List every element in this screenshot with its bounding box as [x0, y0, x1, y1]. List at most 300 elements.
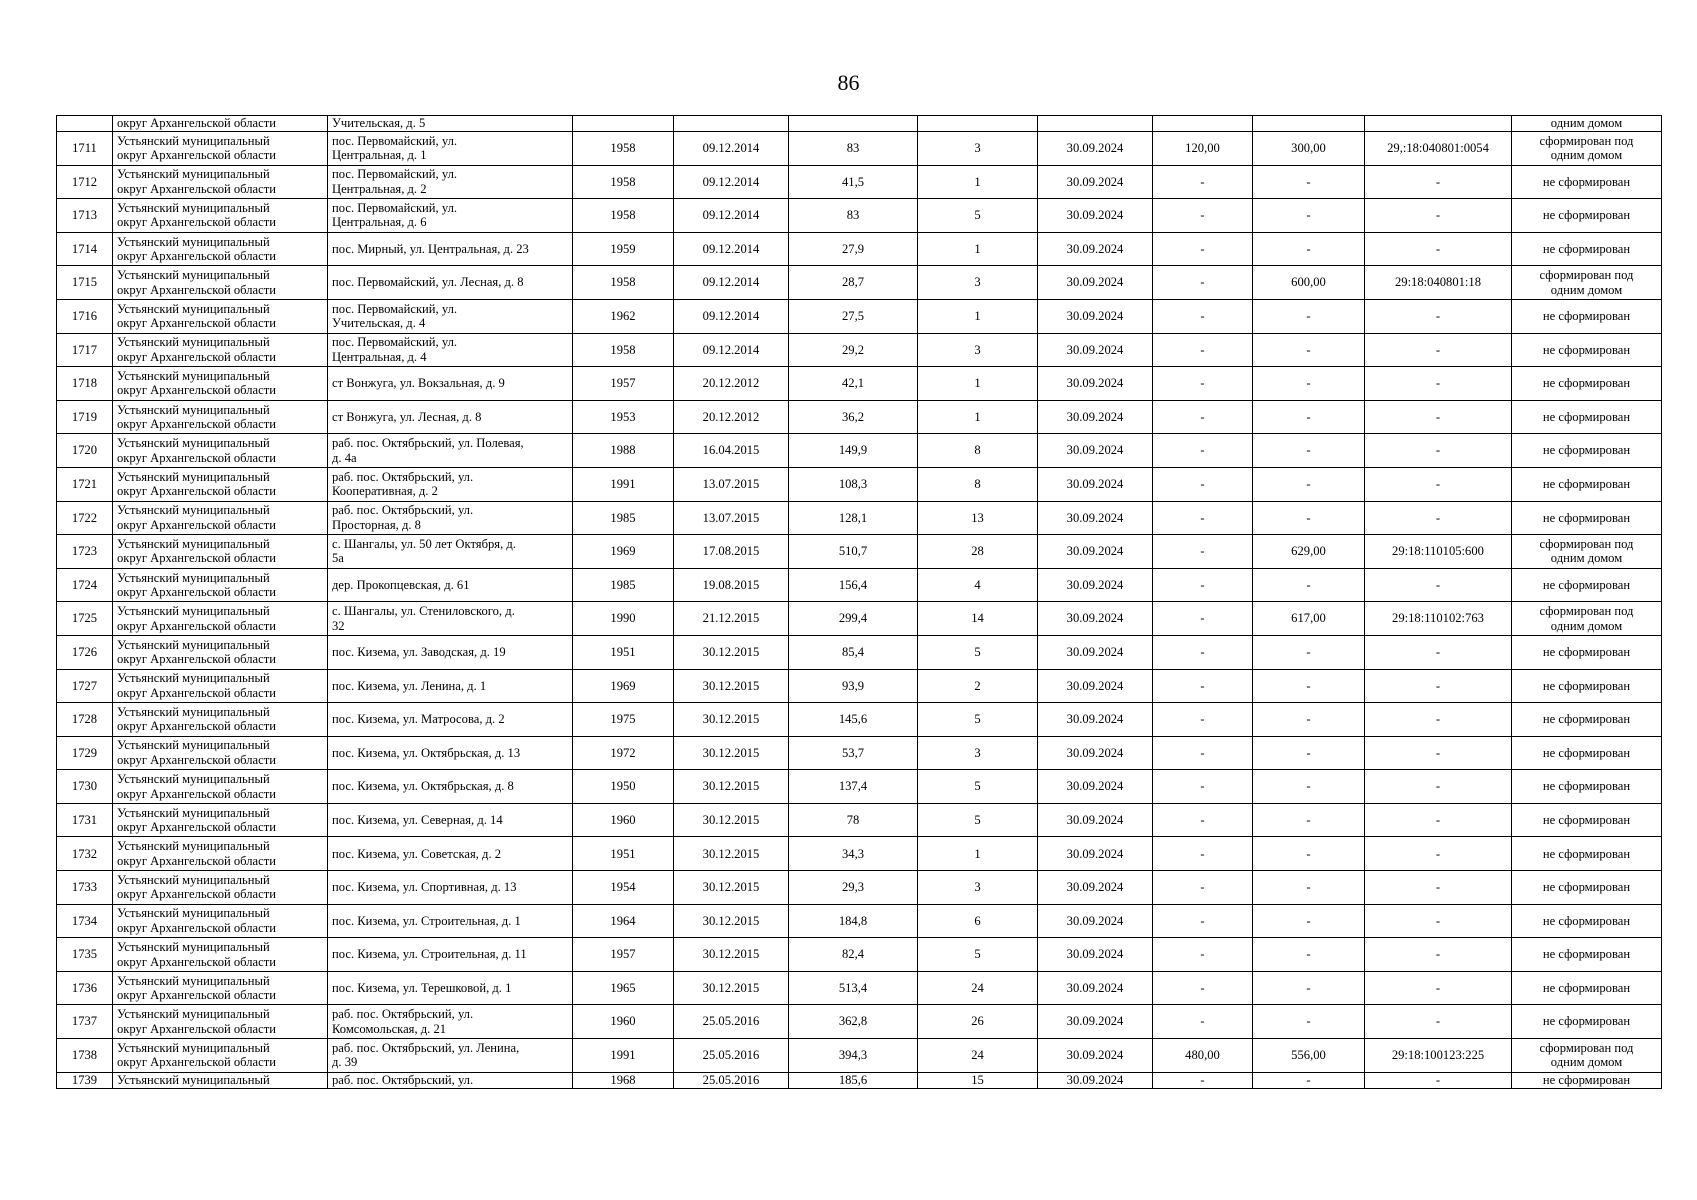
cell-num: 1717	[57, 333, 113, 367]
cell-deadline: 30.09.2024	[1038, 669, 1153, 703]
cell-address-line: Центральная, д. 6	[332, 215, 427, 230]
cell-area-b: -	[1253, 199, 1365, 233]
cell-area-a: -	[1153, 266, 1253, 300]
cell-municipality-line: Устьянский муниципальный	[117, 436, 270, 451]
cell-area: 184,8	[789, 904, 918, 938]
cell-municipality-line: округ Архангельской области	[117, 719, 276, 734]
cell-num: 1729	[57, 736, 113, 770]
cell-residents: 24	[918, 1039, 1038, 1073]
table-row	[57, 535, 1662, 569]
cell-area	[789, 116, 918, 132]
cell-address-line: пос. Кизема, ул. Строительная, д. 1	[332, 913, 521, 928]
cell-address	[328, 266, 573, 300]
cell-area-a: -	[1153, 938, 1253, 972]
cell-date: 09.12.2014	[674, 232, 789, 266]
cell-address	[328, 703, 573, 737]
cell-area-a: -	[1153, 736, 1253, 770]
cell-area-b: -	[1253, 1072, 1365, 1088]
cell-land-status-line: не сформирован	[1542, 476, 1631, 491]
cell-land-status	[1512, 232, 1662, 266]
cell-address: Учительская, д. 5	[328, 116, 573, 132]
cell-num: 1715	[57, 266, 113, 300]
cell-area: 27,5	[789, 299, 918, 333]
cell-address	[328, 400, 573, 434]
cell-municipality-line: округ Архангельской области	[117, 920, 276, 935]
cell-municipality-line: округ Архангельской области	[117, 282, 276, 297]
cell-area-a: -	[1153, 904, 1253, 938]
cell-date: 30.12.2015	[674, 703, 789, 737]
cell-area-a: -	[1153, 165, 1253, 199]
cell-area-b: -	[1253, 871, 1365, 905]
table-row	[57, 199, 1662, 233]
cell-area-b: -	[1253, 837, 1365, 871]
cell-cadastral: -	[1365, 635, 1512, 669]
cell-year: 1991	[573, 1039, 674, 1073]
cell-area-b: -	[1253, 971, 1365, 1005]
table-row	[57, 837, 1662, 871]
cell-area: 510,7	[789, 535, 918, 569]
cell-cadastral: -	[1365, 199, 1512, 233]
cell-land-status-line: не сформирован	[1542, 980, 1631, 995]
cell-area-a: -	[1153, 333, 1253, 367]
cell-land-status	[1512, 703, 1662, 737]
cell-residents: 5	[918, 938, 1038, 972]
cell-municipality-line: округ Архангельской области	[117, 316, 276, 331]
cell-cadastral: -	[1365, 232, 1512, 266]
cell-municipality-line: Устьянский муниципальный	[117, 738, 270, 753]
cell-residents: 5	[918, 199, 1038, 233]
cell-date: 30.12.2015	[674, 837, 789, 871]
cell-date	[674, 116, 789, 132]
cell-municipality	[113, 400, 328, 434]
cell-municipality: Устьянский муниципальный	[113, 1072, 328, 1088]
cell-area: 137,4	[789, 770, 918, 804]
cell-land-status-line: сформирован под	[1539, 268, 1634, 283]
cell-year: 1988	[573, 434, 674, 468]
cell-year: 1962	[573, 299, 674, 333]
cell-num	[57, 116, 113, 132]
cell-deadline: 30.09.2024	[1038, 501, 1153, 535]
cell-cadastral: 29:18:100123:225	[1365, 1039, 1512, 1073]
cell-date: 20.12.2012	[674, 400, 789, 434]
cell-area-b: -	[1253, 299, 1365, 333]
cell-land-status-line: не сформирован	[1542, 1014, 1631, 1029]
housing-registry-table	[56, 115, 1662, 1089]
cell-cadastral: -	[1365, 1072, 1512, 1088]
cell-cadastral: -	[1365, 837, 1512, 871]
cell-area-b: -	[1253, 434, 1365, 468]
cell-land-status	[1512, 535, 1662, 569]
cell-residents: 3	[918, 333, 1038, 367]
cell-date: 30.12.2015	[674, 904, 789, 938]
cell-land-status	[1512, 635, 1662, 669]
cell-land-status	[1512, 434, 1662, 468]
cell-year: 1957	[573, 367, 674, 401]
cell-address	[328, 736, 573, 770]
cell-deadline: 30.09.2024	[1038, 1039, 1153, 1073]
table-row	[57, 904, 1662, 938]
cell-area-a: -	[1153, 1005, 1253, 1039]
cell-area: 108,3	[789, 467, 918, 501]
cell-area: 34,3	[789, 837, 918, 871]
cell-year: 1958	[573, 199, 674, 233]
cell-residents: 28	[918, 535, 1038, 569]
cell-residents: 6	[918, 904, 1038, 938]
cell-residents: 3	[918, 266, 1038, 300]
cell-year	[573, 116, 674, 132]
cell-area-b: 600,00	[1253, 266, 1365, 300]
cell-address	[328, 299, 573, 333]
cell-address	[328, 904, 573, 938]
cell-deadline: 30.09.2024	[1038, 971, 1153, 1005]
cell-cadastral: -	[1365, 669, 1512, 703]
cell-num: 1731	[57, 803, 113, 837]
cell-land-status-line: не сформирован	[1542, 947, 1631, 962]
cell-land-status-line: одним домом	[1550, 618, 1623, 633]
cell-deadline: 30.09.2024	[1038, 837, 1153, 871]
cell-land-status-line: не сформирован	[1542, 577, 1631, 592]
cell-num: 1721	[57, 467, 113, 501]
cell-year: 1951	[573, 837, 674, 871]
cell-deadline: 30.09.2024	[1038, 132, 1153, 166]
cell-municipality-line: Устьянский муниципальный	[117, 570, 270, 585]
cell-area: 299,4	[789, 602, 918, 636]
cell-area-b: -	[1253, 232, 1365, 266]
cell-municipality-line: округ Архангельской области	[117, 853, 276, 868]
cell-area-a: -	[1153, 1072, 1253, 1088]
cell-year: 1957	[573, 938, 674, 972]
cell-cadastral: -	[1365, 938, 1512, 972]
cell-address-line: пос. Первомайский, ул.	[332, 301, 458, 316]
cell-year: 1958	[573, 333, 674, 367]
cell-area: 29,2	[789, 333, 918, 367]
cell-municipality-line: Устьянский муниципальный	[117, 503, 270, 518]
cell-area-b: -	[1253, 400, 1365, 434]
table-row	[57, 1039, 1662, 1073]
cell-num: 1720	[57, 434, 113, 468]
cell-date: 09.12.2014	[674, 333, 789, 367]
cell-area-a: -	[1153, 669, 1253, 703]
cell-cadastral: -	[1365, 703, 1512, 737]
cell-year: 1958	[573, 132, 674, 166]
cell-cadastral: -	[1365, 467, 1512, 501]
cell-municipality	[113, 736, 328, 770]
cell-residents: 26	[918, 1005, 1038, 1039]
cell-municipality	[113, 367, 328, 401]
cell-deadline: 30.09.2024	[1038, 703, 1153, 737]
cell-cadastral: -	[1365, 904, 1512, 938]
cell-area: 42,1	[789, 367, 918, 401]
cell-cadastral: -	[1365, 803, 1512, 837]
cell-num: 1738	[57, 1039, 113, 1073]
cell-land-status	[1512, 199, 1662, 233]
cell-deadline: 30.09.2024	[1038, 602, 1153, 636]
cell-municipality	[113, 535, 328, 569]
cell-municipality-line: округ Архангельской области	[117, 383, 276, 398]
cell-municipality-line: округ Архангельской области	[117, 417, 276, 432]
cell-cadastral: 29:18:110102:763	[1365, 602, 1512, 636]
cell-residents: 3	[918, 871, 1038, 905]
cell-land-status-line: сформирован под	[1539, 536, 1634, 551]
cell-date: 09.12.2014	[674, 199, 789, 233]
cell-area-b: -	[1253, 501, 1365, 535]
cell-residents: 8	[918, 434, 1038, 468]
cell-land-status	[1512, 770, 1662, 804]
cell-municipality-line: Устьянский муниципальный	[117, 839, 270, 854]
cell-land-status-line: не сформирован	[1542, 812, 1631, 827]
cell-year: 1950	[573, 770, 674, 804]
cell-cadastral: -	[1365, 770, 1512, 804]
cell-date: 30.12.2015	[674, 871, 789, 905]
table-row	[57, 132, 1662, 166]
cell-cadastral: -	[1365, 568, 1512, 602]
cell-deadline: 30.09.2024	[1038, 803, 1153, 837]
cell-residents: 5	[918, 703, 1038, 737]
cell-land-status	[1512, 971, 1662, 1005]
cell-cadastral: -	[1365, 333, 1512, 367]
cell-area-b	[1253, 116, 1365, 132]
cell-area-b: 617,00	[1253, 602, 1365, 636]
cell-deadline: 30.09.2024	[1038, 467, 1153, 501]
cell-area: 145,6	[789, 703, 918, 737]
cell-address-line: раб. пос. Октябрьский, ул.	[332, 503, 474, 518]
cell-year: 1969	[573, 535, 674, 569]
cell-area-b: -	[1253, 904, 1365, 938]
cell-address-line: пос. Первомайский, ул. Лесная, д. 8	[332, 275, 524, 290]
cell-land-status	[1512, 669, 1662, 703]
cell-address-line: Центральная, д. 1	[332, 148, 427, 163]
cell-address	[328, 837, 573, 871]
cell-municipality-line: Устьянский муниципальный	[117, 637, 270, 652]
cell-address-line: 32	[332, 618, 345, 633]
cell-residents: 1	[918, 837, 1038, 871]
cell-municipality-line: Устьянский муниципальный	[117, 973, 270, 988]
cell-area-b: 556,00	[1253, 1039, 1365, 1073]
cell-date: 09.12.2014	[674, 132, 789, 166]
cell-address	[328, 333, 573, 367]
cell-address-line: пос. Первомайский, ул.	[332, 167, 458, 182]
cell-area: 85,4	[789, 635, 918, 669]
cell-address	[328, 770, 573, 804]
cell-residents: 1	[918, 367, 1038, 401]
cell-cadastral: -	[1365, 165, 1512, 199]
cell-num: 1722	[57, 501, 113, 535]
cell-address-line: пос. Кизема, ул. Спортивная, д. 13	[332, 880, 517, 895]
table-row	[57, 770, 1662, 804]
cell-year: 1960	[573, 1005, 674, 1039]
cell-residents: 13	[918, 501, 1038, 535]
cell-area: 156,4	[789, 568, 918, 602]
cell-year: 1972	[573, 736, 674, 770]
cell-address-line: пос. Кизема, ул. Строительная, д. 11	[332, 947, 527, 962]
cell-municipality	[113, 1005, 328, 1039]
cell-year: 1951	[573, 635, 674, 669]
cell-municipality-line: Устьянский муниципальный	[117, 805, 270, 820]
cell-deadline: 30.09.2024	[1038, 299, 1153, 333]
cell-date: 20.12.2012	[674, 367, 789, 401]
cell-cadastral: -	[1365, 400, 1512, 434]
cell-num: 1734	[57, 904, 113, 938]
cell-area-b: -	[1253, 635, 1365, 669]
cell-municipality-line: Устьянский муниципальный	[117, 469, 270, 484]
cell-municipality-line: округ Архангельской области	[117, 820, 276, 835]
cell-municipality	[113, 132, 328, 166]
cell-land-status-line: не сформирован	[1542, 208, 1631, 223]
cell-date: 30.12.2015	[674, 635, 789, 669]
cell-area-b: 629,00	[1253, 535, 1365, 569]
cell-land-status	[1512, 467, 1662, 501]
cell-num: 1716	[57, 299, 113, 333]
table-row	[57, 501, 1662, 535]
cell-address-line: Комсомольская, д. 21	[332, 1021, 447, 1036]
cell-municipality-line: Устьянский муниципальный	[117, 368, 270, 383]
cell-year: 1965	[573, 971, 674, 1005]
cell-land-status	[1512, 938, 1662, 972]
cell-cadastral: -	[1365, 299, 1512, 333]
cell-date: 13.07.2015	[674, 501, 789, 535]
cell-land-status	[1512, 871, 1662, 905]
cell-date: 25.05.2016	[674, 1039, 789, 1073]
cell-deadline: 30.09.2024	[1038, 871, 1153, 905]
table-row-continued	[57, 116, 1662, 132]
cell-municipality	[113, 501, 328, 535]
table-row	[57, 736, 1662, 770]
cell-deadline: 30.09.2024	[1038, 400, 1153, 434]
cell-year: 1959	[573, 232, 674, 266]
cell-land-status-line: одним домом	[1550, 148, 1623, 163]
cell-num: 1730	[57, 770, 113, 804]
cell-address-line: Центральная, д. 2	[332, 181, 427, 196]
cell-area: 128,1	[789, 501, 918, 535]
cell-cadastral: -	[1365, 434, 1512, 468]
cell-municipality	[113, 635, 328, 669]
cell-municipality-line: округ Архангельской области	[117, 685, 276, 700]
cell-area-a: -	[1153, 635, 1253, 669]
cell-area-a: 120,00	[1153, 132, 1253, 166]
cell-land-status	[1512, 400, 1662, 434]
cell-address-line: раб. пос. Октябрьский, ул.	[332, 469, 474, 484]
cell-num: 1735	[57, 938, 113, 972]
cell-cadastral: 29,:18:040801:0054	[1365, 132, 1512, 166]
cell-date: 25.05.2016	[674, 1072, 789, 1088]
cell-num: 1711	[57, 132, 113, 166]
cell-land-status	[1512, 568, 1662, 602]
cell-land-status-line: не сформирован	[1542, 376, 1631, 391]
cell-residents: 5	[918, 770, 1038, 804]
cell-municipality	[113, 299, 328, 333]
cell-num: 1739	[57, 1072, 113, 1088]
cell-residents: 5	[918, 635, 1038, 669]
cell-deadline: 30.09.2024	[1038, 736, 1153, 770]
cell-date: 30.12.2015	[674, 803, 789, 837]
cell-address	[328, 1005, 573, 1039]
cell-area: 36,2	[789, 400, 918, 434]
cell-municipality	[113, 871, 328, 905]
cell-address	[328, 467, 573, 501]
cell-area-a: -	[1153, 400, 1253, 434]
cell-area-b: -	[1253, 669, 1365, 703]
cell-municipality	[113, 232, 328, 266]
cell-municipality-line: Устьянский муниципальный	[117, 402, 270, 417]
cell-cadastral: 29:18:040801:18	[1365, 266, 1512, 300]
cell-residents: 5	[918, 803, 1038, 837]
cell-address-line: пос. Кизема, ул. Матросова, д. 2	[332, 712, 505, 727]
cell-year: 1985	[573, 501, 674, 535]
cell-deadline: 30.09.2024	[1038, 568, 1153, 602]
cell-residents: 1	[918, 232, 1038, 266]
cell-municipality-line: округ Архангельской области	[117, 954, 276, 969]
cell-area-a: -	[1153, 837, 1253, 871]
cell-municipality-line: Устьянский муниципальный	[117, 268, 270, 283]
cell-date: 09.12.2014	[674, 299, 789, 333]
table-row	[57, 467, 1662, 501]
cell-municipality-line: округ Архангельской области	[117, 752, 276, 767]
cell-area-b: -	[1253, 770, 1365, 804]
cell-address-line: пос. Кизема, ул. Ленина, д. 1	[332, 678, 487, 693]
cell-deadline: 30.09.2024	[1038, 434, 1153, 468]
cell-deadline: 30.09.2024	[1038, 938, 1153, 972]
cell-area-a: -	[1153, 602, 1253, 636]
cell-address-line: ст Вонжуга, ул. Лесная, д. 8	[332, 409, 482, 424]
cell-year: 1964	[573, 904, 674, 938]
cell-land-status	[1512, 837, 1662, 871]
cell-date: 09.12.2014	[674, 165, 789, 199]
cell-land-status-line: не сформирован	[1542, 745, 1631, 760]
cell-year: 1968	[573, 1072, 674, 1088]
cell-residents: 24	[918, 971, 1038, 1005]
cell-deadline: 30.09.2024	[1038, 635, 1153, 669]
cell-area-a: -	[1153, 501, 1253, 535]
cell-land-status-line: не сформирован	[1542, 880, 1631, 895]
cell-area: 29,3	[789, 871, 918, 905]
cell-land-status-line: не сформирован	[1542, 644, 1631, 659]
cell-date: 19.08.2015	[674, 568, 789, 602]
cell-num: 1714	[57, 232, 113, 266]
cell-address-line: д. 4а	[332, 450, 357, 465]
cell-address	[328, 568, 573, 602]
cell-address	[328, 132, 573, 166]
cell-residents: 1	[918, 165, 1038, 199]
cell-deadline: 30.09.2024	[1038, 535, 1153, 569]
cell-address-line: пос. Первомайский, ул.	[332, 200, 458, 215]
cell-municipality-line: Устьянский муниципальный	[117, 200, 270, 215]
table-row	[57, 602, 1662, 636]
cell-deadline: 30.09.2024	[1038, 770, 1153, 804]
cell-area-a: -	[1153, 971, 1253, 1005]
cell-area-b: -	[1253, 938, 1365, 972]
cell-address-line: раб. пос. Октябрьский, ул.	[332, 1007, 474, 1022]
cell-municipality	[113, 971, 328, 1005]
cell-municipality	[113, 1039, 328, 1073]
table-row	[57, 266, 1662, 300]
cell-residents: 8	[918, 467, 1038, 501]
cell-municipality	[113, 199, 328, 233]
cell-address-line: ст Вонжуга, ул. Вокзальная, д. 9	[332, 376, 505, 391]
cell-municipality	[113, 669, 328, 703]
cell-deadline	[1038, 116, 1153, 132]
cell-land-status-line: не сформирован	[1542, 174, 1631, 189]
cell-num: 1713	[57, 199, 113, 233]
cell-date: 30.12.2015	[674, 669, 789, 703]
cell-municipality	[113, 568, 328, 602]
cell-num: 1712	[57, 165, 113, 199]
cell-num: 1727	[57, 669, 113, 703]
cell-municipality-line: округ Архангельской области	[117, 517, 276, 532]
cell-land-status	[1512, 736, 1662, 770]
cell-land-status-line: не сформирован	[1542, 241, 1631, 256]
cell-address	[328, 535, 573, 569]
cell-num: 1736	[57, 971, 113, 1005]
